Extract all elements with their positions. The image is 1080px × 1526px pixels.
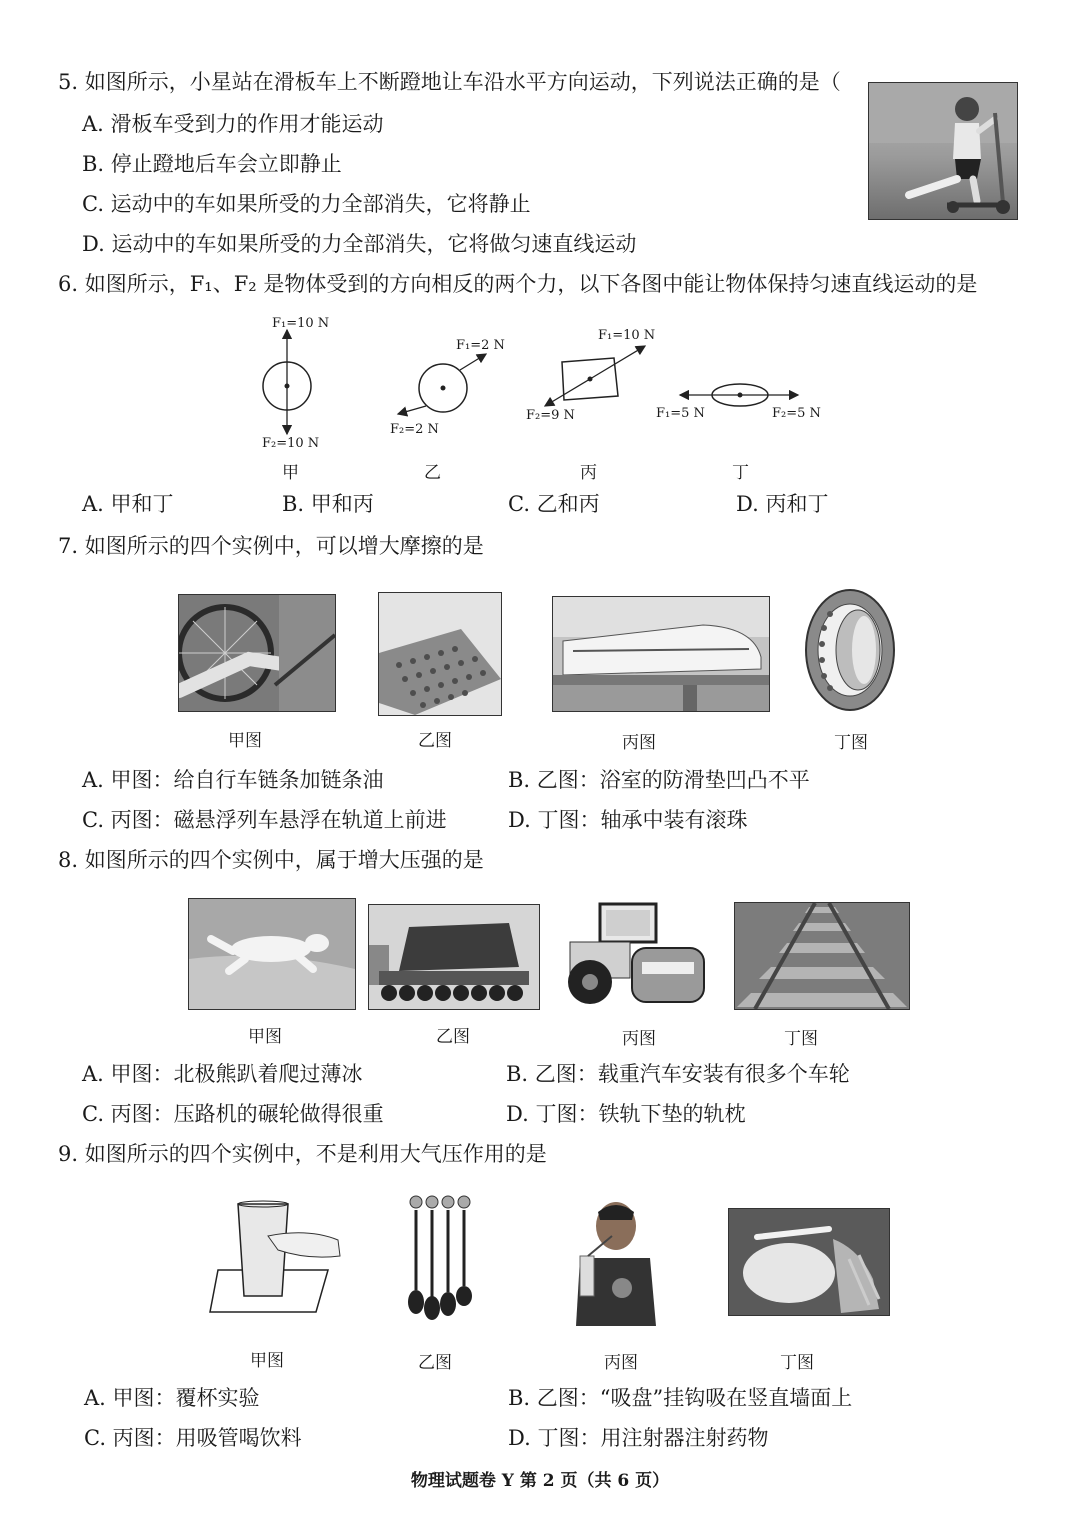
q7-option-b: B. 乙图：浴室的防滑垫凹凸不平 bbox=[508, 768, 810, 792]
fig-ding-f2-label: F₂=5 N bbox=[772, 406, 821, 421]
q8-caption-bing: 丙图 bbox=[622, 1029, 656, 1049]
boy-drinking-illustration bbox=[570, 1196, 660, 1326]
q6-option-b: B. 甲和丙 bbox=[282, 492, 374, 516]
fig-jia-f2-label: F₂=10 N bbox=[262, 436, 320, 451]
q8-heavy-truck-photo bbox=[368, 904, 540, 1010]
q5-option-d: D. 运动中的车如果所受的力全部消失，它将做匀速直线运动 bbox=[82, 232, 637, 256]
q9-caption-ding: 丁图 bbox=[780, 1353, 814, 1373]
polar-bear-illustration bbox=[189, 899, 355, 1009]
fig-yi-circle bbox=[398, 354, 486, 414]
fig-bing-caption: 丙 bbox=[580, 463, 597, 483]
q8-stem: 8. 如图所示的四个实例中，属于增大压强的是 bbox=[58, 848, 484, 872]
fig-yi-f1-label: F₁=2 N bbox=[456, 338, 505, 353]
q5-scooter-photo bbox=[868, 82, 1018, 220]
q9-syringe-photo bbox=[728, 1208, 890, 1316]
maglev-train-illustration bbox=[553, 597, 769, 711]
q9-boy-straw-photo bbox=[570, 1196, 660, 1326]
q6-option-a: A. 甲和丁 bbox=[82, 492, 174, 516]
q9-suction-hooks-figure bbox=[404, 1194, 476, 1322]
q8-caption-yi: 乙图 bbox=[436, 1027, 470, 1047]
heavy-truck-illustration bbox=[369, 905, 539, 1009]
scooter-boy-illustration bbox=[869, 83, 1017, 219]
q9-caption-yi: 乙图 bbox=[418, 1353, 452, 1373]
q7-maglev-train-photo bbox=[552, 596, 770, 712]
q9-option-b: B. 乙图：“吸盘”挂钩吸在竖直墙面上 bbox=[508, 1386, 853, 1410]
inverted-cup-illustration bbox=[208, 1200, 350, 1316]
q6-option-d: D. 丙和丁 bbox=[736, 492, 829, 516]
q9-option-d: D. 丁图：用注射器注射药物 bbox=[508, 1426, 769, 1450]
q9-stem: 9. 如图所示的四个实例中，不是利用大气压作用的是 bbox=[58, 1142, 547, 1166]
bike-wheel-illustration bbox=[179, 595, 335, 711]
q5-option-b: B. 停止蹬地后车会立即静止 bbox=[82, 152, 342, 176]
fig-jia-caption: 甲 bbox=[282, 463, 299, 483]
fig-jia-circle bbox=[263, 330, 311, 434]
q8-option-c: C. 丙图：压路机的碾轮做得很重 bbox=[82, 1102, 384, 1126]
q8-polar-bear-photo bbox=[188, 898, 356, 1010]
q8-railway-track-photo bbox=[734, 902, 910, 1010]
q8-option-d: D. 丁图：铁轨下垫的轨枕 bbox=[506, 1102, 746, 1126]
fig-yi-caption: 乙 bbox=[424, 463, 441, 483]
q6-option-c: C. 乙和丙 bbox=[508, 492, 600, 516]
q7-caption-bing: 丙图 bbox=[622, 733, 656, 753]
q6-force-diagrams bbox=[250, 310, 870, 480]
railway-track-illustration bbox=[735, 903, 909, 1009]
q9-option-a: A. 甲图：覆杯实验 bbox=[84, 1386, 260, 1410]
q7-stem: 7. 如图所示的四个实例中，可以增大摩擦的是 bbox=[58, 534, 484, 558]
syringe-injection-illustration bbox=[729, 1209, 889, 1315]
road-roller-illustration bbox=[556, 900, 712, 1008]
q8-caption-jia: 甲图 bbox=[248, 1027, 282, 1047]
q7-bearing-photo bbox=[804, 588, 896, 712]
q7-option-d: D. 丁图：轴承中装有滚珠 bbox=[508, 808, 748, 832]
ball-bearing-illustration bbox=[804, 588, 896, 712]
fig-bing-rectangle bbox=[545, 346, 645, 406]
q7-caption-ding: 丁图 bbox=[834, 733, 868, 753]
q7-option-a: A. 甲图：给自行车链条加链条油 bbox=[82, 768, 384, 792]
page-footer: 物理试题卷 Y 第 2 页（共 6 页） bbox=[410, 1471, 670, 1491]
fig-yi-f2-label: F₂=2 N bbox=[390, 422, 439, 437]
fig-ding-f1-label: F₁=5 N bbox=[656, 406, 705, 421]
q9-inverted-cup-figure bbox=[208, 1200, 350, 1316]
anti-slip-mat-illustration bbox=[379, 593, 501, 715]
q8-option-a: A. 甲图：北极熊趴着爬过薄冰 bbox=[82, 1062, 363, 1086]
q9-caption-jia: 甲图 bbox=[250, 1351, 284, 1371]
q9-caption-bing: 丙图 bbox=[604, 1353, 638, 1373]
q6-stem: 6. 如图所示，F₁、F₂ 是物体受到的方向相反的两个力，以下各图中能让物体保持匀速直线运动的是 bbox=[58, 272, 978, 296]
fig-jia-f1-label: F₁=10 N bbox=[272, 316, 330, 331]
fig-ding-caption: 丁 bbox=[732, 463, 749, 483]
q8-road-roller-photo bbox=[556, 900, 712, 1008]
q7-caption-yi: 乙图 bbox=[418, 731, 452, 751]
q8-option-b: B. 乙图：载重汽车安装有很多个车轮 bbox=[506, 1062, 850, 1086]
q5-stem: 5. 如图所示，小星站在滑板车上不断蹬地让车沿水平方向运动，下列说法正确的是（ bbox=[58, 70, 841, 94]
q7-option-c: C. 丙图：磁悬浮列车悬浮在轨道上前进 bbox=[82, 808, 447, 832]
suction-cup-ladles-illustration bbox=[404, 1194, 476, 1322]
q7-bath-mat-photo bbox=[378, 592, 502, 716]
fig-bing-f1-label: F₁=10 N bbox=[598, 328, 656, 343]
q8-caption-ding: 丁图 bbox=[784, 1029, 818, 1049]
q7-bike-chain-photo bbox=[178, 594, 336, 712]
q9-option-c: C. 丙图：用吸管喝饮料 bbox=[84, 1426, 302, 1450]
q7-caption-jia: 甲图 bbox=[228, 731, 262, 751]
q5-option-a: A. 滑板车受到力的作用才能运动 bbox=[82, 112, 384, 136]
fig-ding-ellipse bbox=[680, 384, 798, 406]
q5-option-c: C. 运动中的车如果所受的力全部消失，它将静止 bbox=[82, 192, 531, 216]
fig-bing-f2-label: F₂=9 N bbox=[526, 408, 575, 423]
